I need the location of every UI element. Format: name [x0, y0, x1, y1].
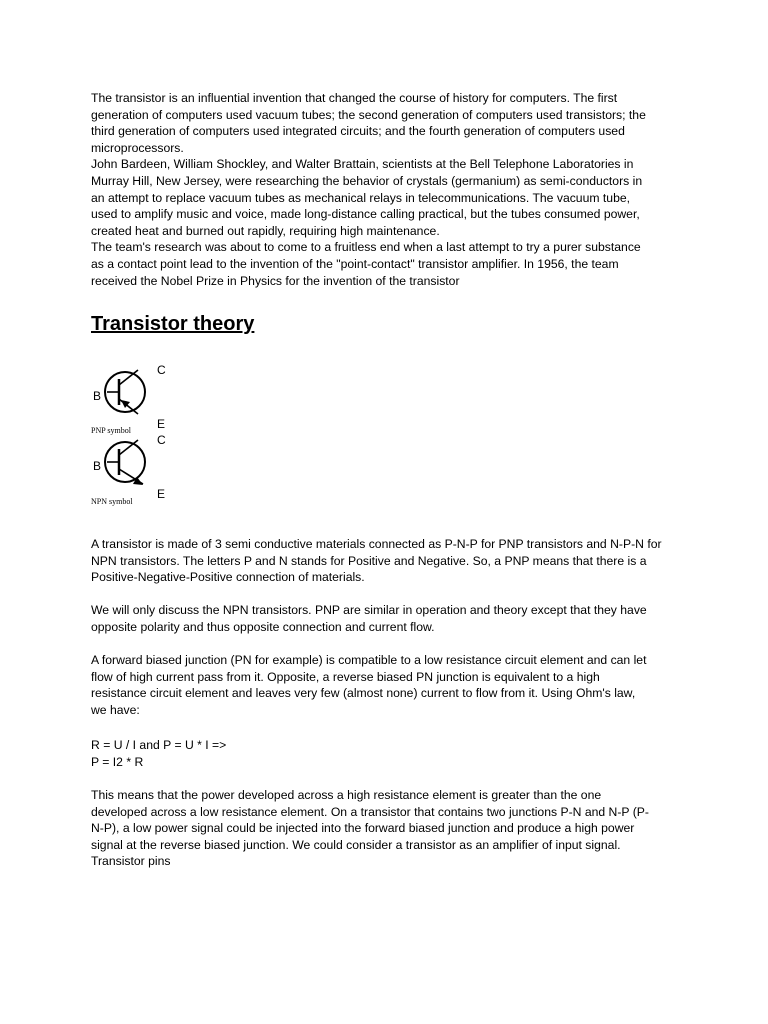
formula-line: P = I2 * R: [91, 754, 144, 769]
text-line: The team's research was about to come to a fruitless end when a last attempt to try a purer substance: [91, 240, 641, 255]
text-line: opposite polarity and thus opposite connection and current flow.: [91, 619, 435, 634]
text-line: created heat and burned out rapidly, requiring high maintenance.: [91, 223, 440, 238]
formula-line: R = U / I and P = U * I =>: [91, 738, 227, 752]
text-line: generation of computers used vacuum tubes; the second generation of computers used transistors; the: [91, 107, 646, 122]
junction-paragraph: [91, 652, 691, 718]
text-line: Transistor pins: [91, 854, 171, 869]
text-line: The transistor is an influential invention that changed the course of history for computers. The first: [91, 91, 618, 105]
collector-label: C: [157, 433, 166, 447]
text-line: John Bardeen, William Shockley, and Walter Brattain, scientists at the Bell Telephone Laboratories in: [91, 157, 634, 172]
text-line: as a contact point lead to the invention of the "point-contact" transistor amplifier. In 1956, the team: [91, 256, 619, 271]
text-line: We will only discuss the NPN transistors. PNP are similar in operation and theory except that they have: [91, 603, 647, 617]
formula-paragraph: [91, 737, 691, 770]
npn-symbol-caption: NPN symbol: [91, 497, 133, 506]
intro-paragraph: [91, 90, 691, 289]
text-line: This means that the power developed across a high resistance element is greater than the one: [91, 788, 602, 802]
npn-transistor-symbol: [89, 432, 173, 500]
pnp-transistor-symbol: [89, 362, 173, 430]
pnp-symbol-caption: PNP symbol: [91, 426, 131, 435]
text-line: microprocessors.: [91, 140, 184, 155]
text-line: we have:: [91, 702, 140, 717]
power-paragraph: [91, 787, 691, 870]
base-label: B: [93, 459, 102, 473]
text-line: signal at the reverse biased junction. We could consider a transistor as an amplifier of input signal.: [91, 837, 621, 852]
emitter-label: E: [157, 487, 166, 500]
text-line: N-P), a low power signal could be injected into the forward biased junction and produce a high power: [91, 821, 635, 836]
text-line: Murray Hill, New Jersey, were researching the behavior of crystals (germanium) as semi-conductors in: [91, 173, 643, 188]
text-line: developed across a low resistance element. On a transistor that contains two junctions P-N and N-P (P-: [91, 804, 649, 819]
collector-label: C: [157, 363, 166, 377]
text-line: NPN transistors. The letters P and N stands for Positive and Negative. So, a PNP means that there is a: [91, 553, 647, 568]
emitter-label: E: [157, 417, 166, 430]
text-line: received the Nobel Prize in Physics for the invention of the transistor: [91, 273, 460, 288]
text-line: third generation of computers used integrated circuits; and the fourth generation of computers used: [91, 124, 625, 139]
materials-paragraph: [91, 536, 691, 586]
text-line: resistance circuit element and leaves very few (almost none) current to flow from it. Using Ohm's law,: [91, 686, 636, 701]
text-line: used to amplify music and voice, made long-distance calling practical, but the tubes consumed power,: [91, 207, 640, 222]
text-line: an attempt to replace vacuum tubes as mechanical relays in telecommunications. The vacuum tube,: [91, 190, 631, 205]
section-heading: Transistor theory: [91, 313, 255, 335]
text-line: flow of high current pass from it. Opposite, a reverse biased PN junction is equivalent to a high: [91, 669, 600, 684]
base-label: B: [93, 389, 102, 403]
text-line: A transistor is made of 3 semi conductive materials connected as P-N-P for PNP transistors and N-P-N for: [91, 537, 662, 551]
text-line: A forward biased junction (PN for example) is compatible to a low resistance circuit element and can let: [91, 653, 647, 667]
text-line: Positive-Negative-Positive connection of materials.: [91, 570, 365, 585]
npn-note-paragraph: [91, 602, 691, 635]
